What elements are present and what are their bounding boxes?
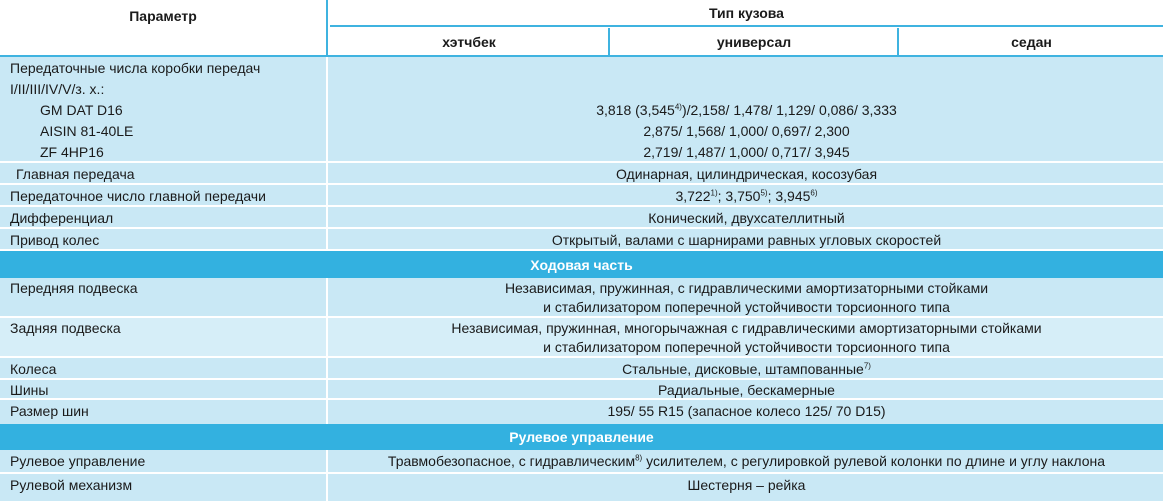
gearbox-gm-name: GM DAT D16 [40,102,123,118]
row-main-ratio [0,185,1163,207]
tire-size-label: Размер шин [0,400,328,424]
differential-label: Дифференциал [0,207,328,227]
header-param-label: Параметр [129,8,197,24]
front-suspension-line2: и стабилизатором поперечной устойчивости торсионного типа [543,299,950,315]
gearbox-label [0,57,328,161]
main-ratio-label: Передаточное число главной передачи [0,185,328,205]
differential-value: Конический, двухсателлитный [648,210,845,226]
steering-label: Рулевое управление [0,450,328,472]
section-steering [0,424,1163,450]
row-wheels [0,358,1163,380]
gearbox-aisin-value: 2,875/ 1,568/ 1,000/ 0,697/ 2,300 [643,123,850,139]
section-steering-title: Рулевое управление [509,429,654,445]
header-body-type-label: Тип кузова [709,4,784,21]
tire-size-value: 195/ 55 R15 (запасное колесо 125/ 70 D15) [607,403,886,419]
header-param [0,0,328,55]
header-col-wagon [611,28,899,55]
row-differential [0,207,1163,229]
row-tire-size [0,400,1163,424]
row-steering-mechanism [0,474,1163,501]
row-steering [0,450,1163,474]
rear-suspension-value [330,318,1163,356]
gearbox-label-line2: I/II/III/IV/V/з. х.: [10,81,105,97]
main-gear-label: Главная передача [0,163,328,183]
steering-mechanism-value: Шестерня – рейка [687,477,806,493]
row-drive [0,229,1163,251]
header-col-hatchback [330,28,610,55]
wheels-value: Стальные, дисковые, штампованные$^{7)}$ [622,361,871,377]
front-suspension-label: Передняя подвеска [0,278,328,316]
drive-label: Привод колес [0,229,328,249]
table-header [0,0,1163,55]
rear-suspension-line2: и стабилизатором поперечной устойчивости торсионного типа [543,339,950,355]
front-suspension-line1: Независимая, пружинная, с гидравлическими амортизаторными стойками [504,280,989,296]
row-rear-suspension [0,318,1163,358]
row-gearbox [0,55,1163,163]
gearbox-gm-value: 3,818 (3,545$^{4)}$)/2,158/ 1,478/ 1,129/ 0,086/ 3,333 [596,102,897,118]
steering-value: Травмобезопасное, с гидравлическим$^{8)}$ усилителем, с регулировкой рулевой колонки по длине и углу наклона [387,453,1106,469]
wheels-label: Колеса [0,358,328,378]
main-gear-value: Одинарная, цилиндрическая, косозубая [615,166,878,182]
rear-suspension-label: Задняя подвеска [0,318,328,356]
gearbox-aisin-name: AISIN 81-40LE [40,123,134,139]
row-front-suspension [0,278,1163,318]
header-body-type [330,0,1163,27]
header-col-sedan [900,28,1163,55]
section-chassis [0,251,1163,278]
rear-suspension-line1: Независимая, пружинная, многорычажная с гидравлическими амортизаторными стойками [451,320,1042,336]
tires-value: Радиальные, бескамерные [658,382,835,398]
header-col-sedan-label: седан [1011,33,1052,50]
gearbox-label-line1: Передаточные числа коробки передач [10,60,261,76]
row-tires [0,380,1163,400]
main-ratio-value: 3,722$^{1)}$; 3,750$^{5)}$; 3,945$^{6)}$ [675,188,818,204]
row-main-gear [0,163,1163,185]
front-suspension-value [330,278,1163,316]
gearbox-zf-value: 2,719/ 1,487/ 1,000/ 0,717/ 3,945 [643,144,850,160]
header-col-hatchback-label: хэтчбек [442,33,496,50]
gearbox-zf-name: ZF 4HP16 [40,144,104,160]
drive-value: Открытый, валами с шарнирами равных угловых скоростей [551,232,942,248]
gearbox-values [330,57,1163,161]
tires-label: Шины [0,380,328,398]
section-chassis-title: Ходовая часть [530,256,633,273]
steering-mechanism-label: Рулевой механизм [0,474,328,501]
header-col-wagon-label: универсал [716,33,792,50]
